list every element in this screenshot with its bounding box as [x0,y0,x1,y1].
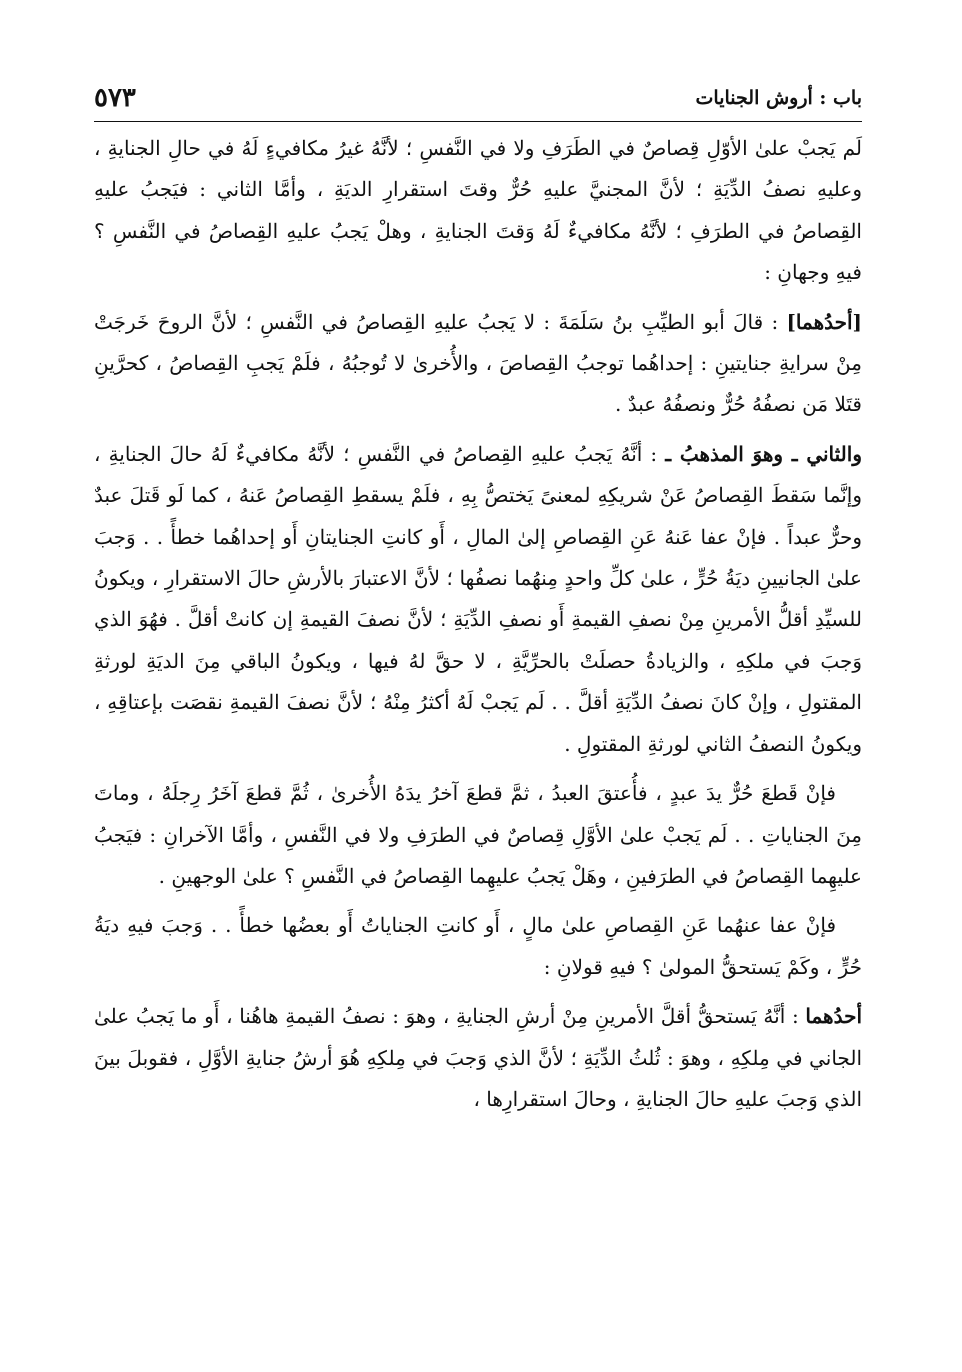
paragraph-lead: والثاني ـ وهوَ المذهبُ ـ [665,441,862,466]
paragraph-text: فإنْ قَطعَ حُرٌّ يدَ عبدٍ ، فأُعتقَ العبدُ ، ثمَّ قطعَ آخرُ يدَهُ الأُخرىٰ ، ثُمَّ قطعَ آخَرُ رِجلَهُ ، وماتَ مِنَ الجناياتِ . . لَم يَجبْ علىٰ الأوَّلِ قِصاصٌ في الطرَفِ ولا في النَّفسِ ، وأمَّا الآخرانِ : فيَجبُ عليهِما القِصاصُ في الطرَفينِ ، وهَلْ يَجبُ عليهِما القِصاصُ في النَّفسِ ؟ علىٰ الوجهينِ . [94,781,862,888]
paragraph-text: فإنْ عفا عنهُما عَنِ القِصاصِ علىٰ مالٍ ، أَو كانتِ الجناياتُ أَو بعضُها خطأً . . وَجبَ فيهِ ديَةُ حُرٍّ ، وكَمْ يَستحقُّ المولىٰ ؟ فيهِ قولانِ : [94,913,862,979]
paragraph [94,434,862,765]
paragraph-text: : أنَّهُ يَجبُ عليهِ القِصاصُ في النَّفسِ ؛ لأنَّهُ مكافيءٌ لَهُ حالَ الجنايةِ ، وإنَّما سَقطَ القِصاصُ عَنْ شريكِهِ لمعنىً يَختصُّ بِهِ ، فلَمْ يسقطِ القِصاصُ عَنهُ ، كما لَو قَتلَ عبدٌ وحرٌّ عبداً . فإنْ عفا عَنهُ عَنِ القِصاصِ إلىٰ المالِ ، أَو كانتِ الجنايتانِ أَو إحداهُما خطأً . . وَجبَ علىٰ الجانيينِ ديَةُ حُرٍّ ، علىٰ كلِّ واحدٍ مِنهُما نصفُها ؛ لأنَّ الاعتبارَ بالأرشِ حالَ الاستقرارِ ، ويكونُ للسيِّدِ أقلُّ الأمرينِ مِنْ نصفِ القيمةِ أَو نصفِ الدِّيَةِ ؛ لأنَّ نصفَ القيمةِ إن كانتْ أقلَّ . فهُوَ الذي وَجبَ في ملكِهِ ، والزيادةُ حصلَتْ بالحرِّيَّةِ ، لا حقَّ لهُ فيها ، ويكونُ الباقي مِنَ الديَةِ لورثةِ المقتولِ ، وإنْ كانَ نصفُ الدِّيَةِ أقلَّ . . لَم يَجبْ لَهُ أكثرُ مِنْهُ ؛ لأنَّ نصفَ القيمةِ نقصَت بإعتاقِهِ ، ويكونُ النصفُ الثاني لورثةِ المقتولِ . [94,441,862,756]
paragraph-text: : قالَ أبو الطيِّبِ بنُ سَلَمَةَ : لا يَجبُ عليهِ القِصاصُ في النَّفسِ ؛ لأنَّ الروحَ خَرجَتْ مِنْ سرايةِ جنايتينِ : إحداهُما توجبُ القِصاصَ ، والأُخرىٰ لا تُوجبُهُ ، فلَمْ يَجبِ القِصاصُ ، كحرَّينِ قتَلا مَن نصفُهُ حُرٌّ ونصفُهُ عبدٌ . [94,309,862,417]
body-text [94,128,862,1120]
running-title: باب : أروش الجنايات [695,87,862,109]
paragraph [94,773,862,897]
paragraph-lead: [أحدُهما] [786,309,862,334]
paragraph [94,302,862,426]
page-number: ٥٧٣ [94,83,136,113]
paragraph-text: : أنَّهُ يَستحقُّ أقلَّ الأمرينِ مِنْ أرشِ الجنايةِ ، وهوَ : نصفُ القيمةِ هاهُنا ، أَو ما يَجبُ علىٰ الجاني في مِلكِهِ ، وهوَ : ثُلثُ الدِّيَةِ ؛ لأنَّ الذي وَجبَ في مِلكِهِ هُوَ أرشُ جنايةِ الأوَّلِ ، فقوبلَ بينَ الذي وَجبَ عليهِ حالَ الجنايةِ ، وحالَ استقرارِها ، [94,1004,862,1111]
page-header [94,76,862,120]
paragraph-lead: أحدُهما [805,1004,862,1029]
paragraph [94,905,862,988]
paragraph [94,996,862,1120]
header-rule [94,121,862,122]
paragraph [94,128,862,294]
paragraph-text: لَم يَجبْ علىٰ الأوّلِ قِصاصٌ في الطَرَفِ ولا في النَّفسِ ؛ لأنَّهُ غيرُ مكافيءٍ لَهُ في حالِ الجنايةِ ، وعليهِ نصفُ الدِّيَةِ ؛ لأنَّ المجنيَّ عليهِ حُرٌّ وقتَ استقرارِ الديَةِ ، وأمَّا الثاني : فيَجبُ عليهِ القِصاصُ في الطرَفِ ؛ لأنَّهُ مكافيءٌ لَهُ وَقتَ الجنايةِ ، وهلْ يَجبُ عليهِ القِصاصُ في النَّفسِ ؟ فيهِ وجهانِ : [94,136,862,285]
